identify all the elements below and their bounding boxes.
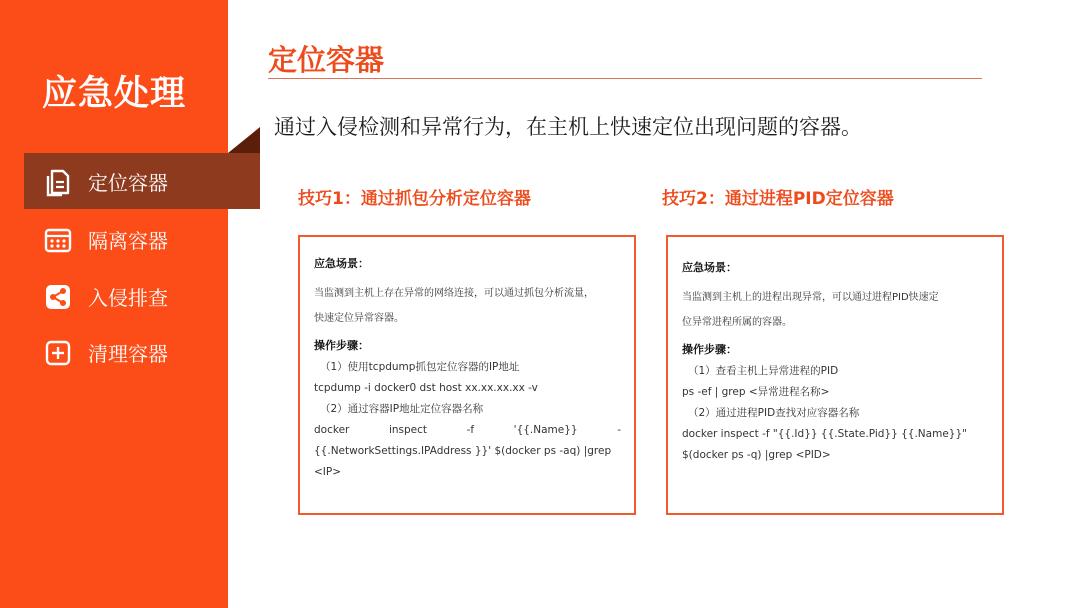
sidebar-title: 应急处理	[42, 74, 187, 114]
command-text: <IP>	[314, 466, 342, 478]
sidebar-item-label: 隔离容器	[88, 229, 168, 253]
sidebar-item-label: 入侵排查	[88, 286, 168, 310]
scene-text-line: 当监测到主机上存在异常的网络连接，可以通过抓包分析流量，	[314, 288, 594, 299]
document-icon	[42, 166, 74, 198]
sidebar-item-label: 定位容器	[88, 171, 168, 195]
command-text: ps -ef | grep <异常进程名称>	[682, 386, 830, 398]
page-title: 定位容器	[268, 43, 385, 77]
scene-text-line: 位异常进程所属的容器。	[682, 317, 792, 328]
command-text: $(docker ps -q) |grep <PID>	[682, 449, 831, 461]
sidebar-item-label: 清理容器	[88, 342, 168, 366]
scene-label: 应急场景：	[314, 257, 369, 270]
title-divider	[268, 78, 982, 79]
step-text: （1）使用tcpdump抓包定位容器的IP地址	[320, 361, 520, 373]
scene-text-line: 快速定位异常容器。	[314, 313, 404, 324]
steps-label: 操作步骤：	[314, 339, 369, 352]
sidebar-item-locate-container[interactable]	[24, 154, 228, 209]
step-text: （2）通过容器IP地址定位容器名称	[320, 403, 484, 415]
sidebar-item-isolate-container[interactable]	[24, 212, 228, 267]
command-text: docker inspect -f '{{.Name}} -	[314, 424, 621, 436]
tip1-card	[298, 235, 636, 515]
sidebar-item-intrusion-check[interactable]	[24, 269, 228, 324]
tip1-heading: 技巧1：通过抓包分析定位容器	[298, 189, 531, 209]
grid-calendar-icon	[42, 224, 74, 256]
scene-text-line: 当监测到主机上的进程出现异常，可以通过进程PID快速定	[682, 292, 939, 303]
tip2-heading: 技巧2：通过进程PID定位容器	[662, 189, 894, 209]
command-text: docker inspect -f "{{.Id}} {{.State.Pid}} {{.Name}}"	[682, 428, 967, 440]
share-icon	[42, 281, 74, 313]
command-text: tcpdump -i docker0 dst host xx.xx.xx.xx -v	[314, 382, 538, 394]
plus-square-icon	[42, 337, 74, 369]
sidebar-item-clean-container[interactable]	[24, 325, 228, 380]
step-text: （1）查看主机上异常进程的PID	[688, 365, 839, 377]
page-subtitle: 通过入侵检测和异常行为，在主机上快速定位出现问题的容器。	[274, 115, 862, 139]
active-tab-fold	[228, 127, 260, 153]
steps-label: 操作步骤：	[682, 343, 737, 356]
command-text: {{.NetworkSettings.IPAddress }}' $(docker ps -aq) |grep	[314, 445, 612, 457]
scene-label: 应急场景：	[682, 261, 737, 274]
tip2-card	[666, 235, 1004, 515]
step-text: （2）通过进程PID查找对应容器名称	[688, 407, 860, 419]
